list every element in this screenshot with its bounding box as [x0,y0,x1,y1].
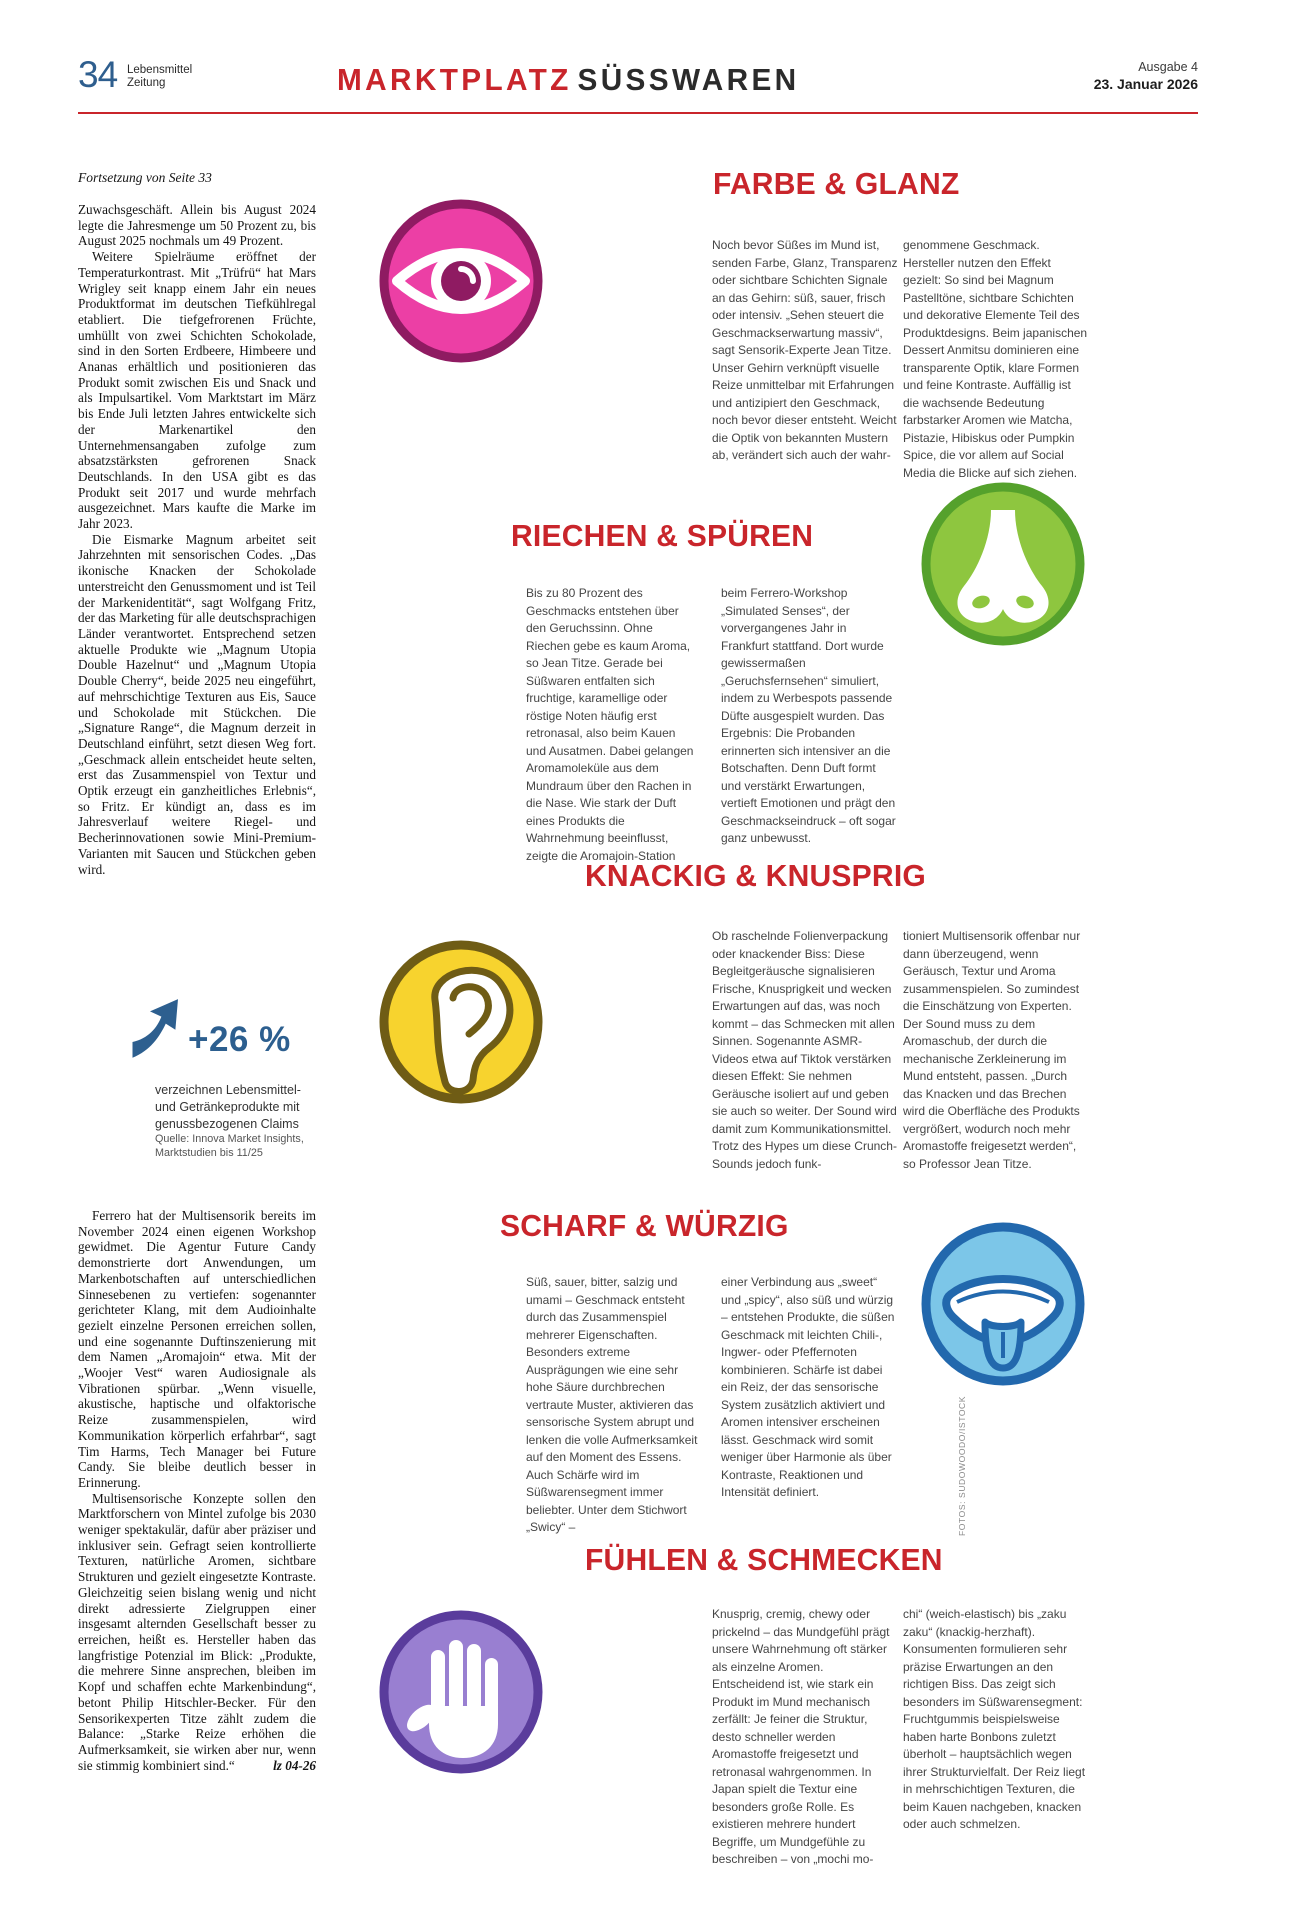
section-column-2: beim Ferrero-Workshop „Simulated Senses“, der vorvergangenes Jahr in Frankfurt stattfand. Dort wurde gewissermaßen „Geruchsfernsehen“ simuliert, indem zu Werbespots passende Düfte ausgespielt wurden. Das Ergebnis: Die Probanden erinnerten sich intensiver an die Botschaften. Denn Duft formt und verstärkt Erwartungen, vertieft Emotionen und prägt den Geschmackseindruck – oft sogar ganz unbewusst. [721,586,896,845]
section-column-1: Süß, sauer, bitter, salzig und umami – Geschmack entsteht durch das Zusammenspiel mehrerer Eigenschaften. Besonders extreme Ausprägungen wie eine sehr hohe Säure durchbrechen vertraute Muster, aktivieren das sensorische System abrupt und lenken die volle Aufmerksamkeit auf den Moment des Essens. Auch Schärfe wird im Süßwarensegment immer beliebter. Unter dem Stichwort „Swicy“ – [526,1275,698,1534]
article-column-top [78,202,316,877]
mouth-icon [917,1218,1089,1390]
stat-caption: verzeichnen Lebensmittel- und Getränkeprodukte mit genussbezogenen Claims [155,1083,301,1131]
article-column-bottom [78,1208,316,1773]
continuation-note: Fortsetzung von Seite 33 [78,170,212,185]
section-column-1: Ob raschelnde Folienverpackung oder knackender Biss: Diese Begleitgeräusche signalisieren Frische, Knusprigkeit und wecken Erwartungen auf das, was noch kommt – das Schmecken mit allen Sinnen. Sogenannte ASMR-Videos etwa auf Tiktok verstärken diesen Effekt: Sie nehmen Geräusche isoliert auf und geben sie auch so weiter. Der Sound wird damit zum Kommunikationsmittel. Trotz des Hypes um diese Crunch-Sounds jedoch funk- [712,929,897,1171]
section-title: SCHARF & WÜRZIG [500,1208,789,1243]
article-paragraph: Die Eismarke Magnum arbeitet seit Jahrzehnten mit sensorischen Codes. „Das ikonische Knacken der Schokolade unterstreicht den Genussmoment und ist Teil der Markenidentität“, sagt Wolfgang Fritz, der das Marketing für alle deutschsprachigen Länder verantwortet. Entsprechend setzen aktuelle Produkte wie „Magnum Utopia Double Hazelnut“ und „Magnum Utopia Double Cherry“, beide 2025 neu eingeführt, auf mehrschichtige Texturen aus Eis, Sauce und Schokolade mit Stückchen. Die „Signature Range“, die Magnum derzeit in Deutschland einführt, setzt diesen Weg fort. „Geschmack allein entscheidet heute selten, erst das Zusammenspiel von Textur und Optik erzeugt ein ganzheitliches Erlebnis“, so Fritz. Er kündigt an, dass es im Jahresverlauf weitere Riegel- und Becherinnovationen sowie Mini-Premium-Varianten mit Saucen und Stückchen geben wird. [78,531,316,877]
section-column-2: einer Verbindung aus „sweet“ und „spicy“, also süß und würzig – entstehen Produkte, die süßen Geschmack mit leichten Chili-, Ingwer- oder Pfeffernoten kombinieren. Schärfe ist dabei ein Reiz, der das sensorische System zusätzlich aktiviert und Aromen intensiver erscheinen lässt. Geschmack wird somit weniger über Harmonie als über Kontraste, Reaktionen und Intensität definiert. [721,1275,895,1499]
photo-credit: FOTOS: SUDOWOODO/ISTOCK [957,1395,967,1536]
masthead-line1: Lebensmittel [127,64,193,76]
page-title [337,62,800,98]
section-title: RIECHEN & SPÜREN [511,518,814,553]
nose-icon [917,478,1089,650]
trend-up-arrow-icon [122,992,192,1064]
section-title: FÜHLEN & SCHMECKEN [585,1542,943,1577]
article-paragraph: Zuwachsgeschäft. Allein bis August 2024 legte die Jahresmenge um 50 Prozent zu, bis August 2025 nochmals um 49 Prozent. [78,202,316,249]
hand-icon [375,1606,547,1778]
page-number: 34 [78,54,118,95]
eye-icon [375,195,547,367]
masthead-name [127,64,192,89]
section-column-1: Bis zu 80 Prozent des Geschmacks entstehen über den Geruchssinn. Ohne Riechen gebe es kaum Aroma, so Jean Titze. Gerade bei Süßwaren entfalten sich fruchtige, karamellige oder röstige Noten häufig erst retronasal, also beim Kauen und Ausatmen. Dabei gelangen Aromamoleküle aus dem Mundraum über den Rachen in die Nase. Wie stark der Duft eines Produkts die Wahrnehmung beeinflusst, zeigte die Aromajoin-Station [526,586,694,863]
section-column-1: Knusprig, cremig, chewy oder prickelnd – das Mundgefühl prägt unsere Wahrnehmung oft stärker als einzelne Aromen. Entscheidend ist, wie stark ein Produkt im Mund mechanisch zerfällt: Je feiner die Struktur, desto schneller werden Aromastoffe freigesetzt und retronasal wahrgenommen. In Japan spielt die Textur eine besonders große Rolle. Es existieren mehrere hundert Begriffe, um Mundgefühle zu beschreiben – von „mochi mo- [712,1607,890,1866]
section-column-2: chi“ (weich-elastisch) bis „zaku zaku“ (knackig-herzhaft). Konsumenten formulieren sehr präzise Erwartungen an den richtigen Biss. Das zeigt sich besonders im Süßwarensegment: Fruchtgummis beispielsweise haben harte Bonbons zuletzt überholt – hauptsächlich wegen ihrer Strukturvielfalt. Der Reiz liegt in mehrschichtigen Texturen, die beim Kauen nachgeben, knacken oder auch schmelzen. [903,1607,1086,1831]
stat-value: +26 % [188,1020,291,1059]
issue-label: Ausgabe 4 [1138,60,1198,74]
section-title: FARBE & GLANZ [713,166,960,201]
date-label: 23. Januar 2026 [1093,76,1198,92]
section-title: KNACKIG & KNUSPRIG [585,858,926,893]
stat-source: Quelle: Innova Market Insights, Marktstudien bis 11/25 [155,1133,304,1159]
page-title-dark: SÜSSWAREN [577,62,800,97]
section-column-1: Noch bevor Süßes im Mund ist, senden Farbe, Glanz, Transparenz oder sichtbare Schichten Signale an das Gehirn: süß, sauer, frisch oder intensiv. „Sehen steuert die Geschmackserwartung massiv“, sagt Sensorik-Experte Jean Titze. Unser Gehirn verknüpft visuelle Reize unmittelbar mit Erfahrungen und antizipiert den Geschmack, noch bevor dieser entsteht. Weicht die Optik von bekannten Mustern ab, verändert sich auch der wahr- [712,238,898,462]
article-paragraph: Multisensorische Konzepte sollen den Marktforschern von Mintel zufolge bis 2030 weniger spektakulär, dafür aber präziser und inklusiver sein. Gefragt seien kontrollierte Texturen, natürliche Aromen, sichtbare Strukturen und gezielt eingesetzte Kontraste. Gleichzeitig seien bislang wenig und nicht direkt adressierte Zielgruppen einer insgesamt alternden Gesellschaft besser zu erreichen, heißt es. Hersteller haben das langfristige Potenzial im Blick: „Produkte, die mehrere Sinne ansprechen, bleiben im Kopf und schaffen echte Markenbindung“, betont Philip Hitschler-Becker. Für den Sensorikexperten Titze zählt zudem die Balance: „Starke Reize erhöhen die Aufmerksamkeit, sie wirken aber nur, wenn sie stimmig kombiniert sind.“ [78,1490,316,1773]
issue-block [998,60,1198,92]
section-column-2: tioniert Multisensorik offenbar nur dann überzeugend, wenn Geräusch, Textur und Aroma zusammenspielen. So zumindest die Einschätzung von Experten. Der Sound muss zu dem Aromaschub, der durch die mechanische Zerkleinerung im Mund entsteht, passen. „Durch das Knacken und das Brechen wird die Oberfläche des Produkts vergrößert, wodurch noch mehr Aromastoffe freigesetzt werden“, so Professor Jean Titze. [903,929,1081,1171]
ear-icon [375,936,547,1108]
header-rule [78,112,1198,114]
article-paragraph: Ferrero hat der Multisensorik bereits im November 2024 einen eigenen Workshop gewidmet. Die Agentur Future Candy demonstrierte dort Anwendungen, um Markenbotschaften auf unterschiedlichen Sinnesebenen zu vertiefen: sogenannter gerichteter Klang, mit dem Audioinhalte gezielt einzelne Personen erreichen sollen, und eine sogenannte Duftinszenierung mit dem Namen „Aromajoin“ etwa. Mit der „Woojer Vest“ waren Audiosignale als Vibrationen spürbar. „Wenn visuelle, akustische, haptische und olfaktorische Reize zusammenspielen, wird Kommunikation körperlich erfahrbar“, sagt Tim Harms, Tech Manager bei Future Candy. Sie bleibe deutlich besser in Erinnerung. [78,1208,316,1490]
page-title-red: MARKTPLATZ [337,62,572,97]
article-signature: lz 04-26 [273,1757,316,1773]
masthead-line2: Zeitung [127,76,166,89]
section-column-2: genommene Geschmack. Hersteller nutzen den Effekt gezielt: So sind bei Magnum Pastelltöne, sichtbare Schichten und dekorative Elemente Teil des Produktdesigns. Beim japanischen Dessert Anmitsu dominieren eine transparente Optik, klare Formen und feine Kontraste. Auffällig ist die wachsende Bedeutung farbstarker Aromen wie Matcha, Pistazie, Hibiskus oder Pumpkin Spice, die vor allem auf Social Media die Blicke auf sich ziehen. [903,238,1088,480]
article-paragraph: Weitere Spielräume eröffnet der Temperaturkontrast. Mit „Trüfrü“ hat Mars Wrigley seit knapp einem Jahr ein neues Produktformat im deutschen Tiefkühlregal etabliert. Die tiefgefrorenen Früchte, umhüllt von zwei Schichten Schokolade, sind in den Sorten Erdbeere, Himbeere und Ananas erhältlich und positionieren das Produkt somit zwischen Eis und Snack und als Impulsartikel. Vom Marktstart im März bis Ende Juli letzten Jahres entwickelte sich der Markenartikel den Unternehmensangaben zufolge zum absatzstärksten gefrorenen Snack Deutschlands. In den USA gibt es das Produkt seit 2017 und wurde mehrfach ausgezeichnet. Mars kaufte die Marke im Jahr 2023. [78,249,316,532]
